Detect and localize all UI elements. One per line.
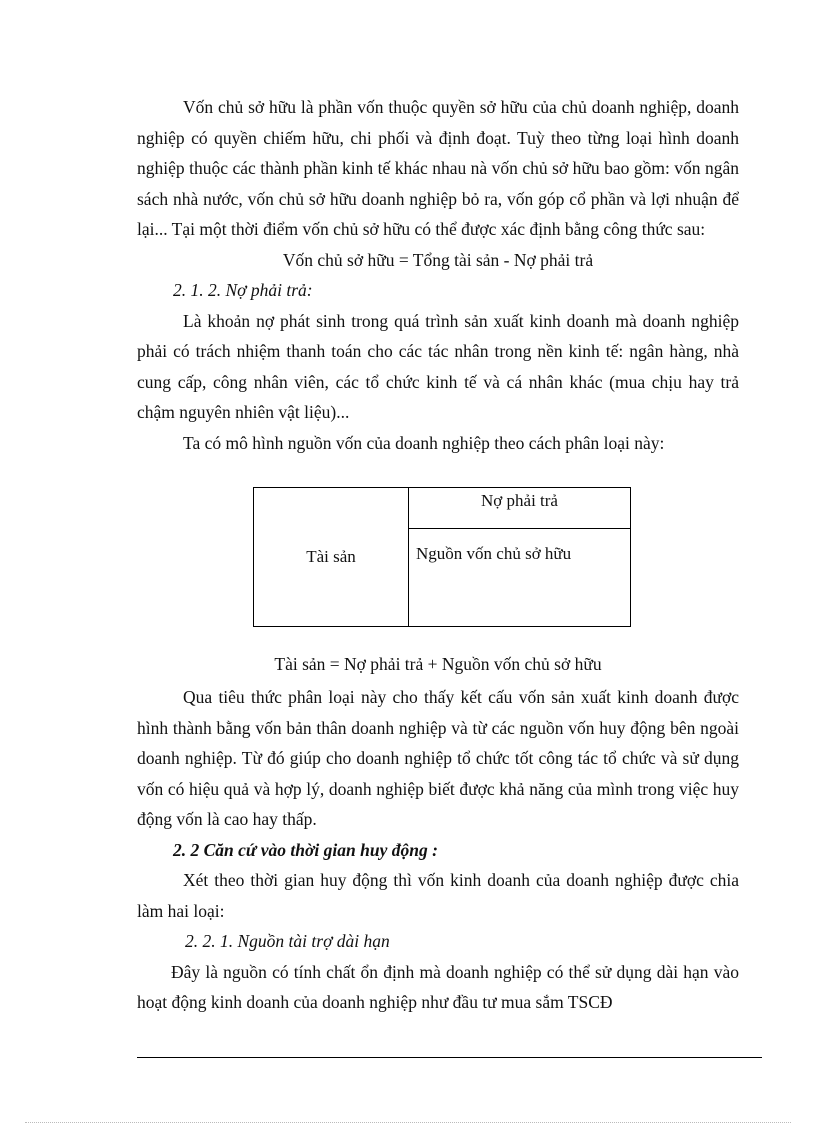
footer-rule bbox=[137, 1057, 762, 1058]
liabilities-label: Nợ phải trả bbox=[481, 491, 558, 510]
capital-structure-diagram bbox=[253, 487, 631, 627]
paragraph-long-term-funding: Đây là nguồn có tính chất ổn định mà doanh nghiệp có thể sử dụng dài hạn vào hoạt động kinh doanh của doanh nghiệp như đầu tư mua sắm TSCĐ bbox=[137, 961, 739, 1012]
upper-text-block bbox=[137, 92, 739, 458]
section-heading-2-2: 2. 2 Căn cứ vào thời gian huy động : bbox=[173, 839, 438, 860]
assets-cell bbox=[254, 488, 409, 626]
formula-assets: Tài sản = Nợ phải trả + Nguồn vốn chủ sở hữu bbox=[274, 654, 602, 674]
paragraph-time-classification: Xét theo thời gian huy động thì vốn kinh doanh của doanh nghiệp được chia làm hai loại: bbox=[137, 870, 739, 921]
lower-text-block bbox=[137, 682, 739, 1018]
section-heading-2-2-1: 2. 2. 1. Nguồn tài trợ dài hạn bbox=[185, 931, 390, 951]
assets-label: Tài sản bbox=[306, 547, 356, 566]
section-heading-2-1-2: 2. 1. 2. Nợ phải trả: bbox=[173, 280, 313, 300]
owner-equity-cell bbox=[409, 529, 630, 626]
paragraph-liabilities: Là khoản nợ phát sinh trong quá trình sản xuất kinh doanh mà doanh nghiệp phải có trách nhiệm thanh toán cho các tác nhân trong nền kinh tế: ngân hàng, nhà cung cấp, công nhân viên, các tổ chức kinh tế và cá nhân khác (mua chịu hay trả chậm nguyên nhiên vật liệu)... bbox=[137, 310, 739, 422]
owner-equity-label: Nguồn vốn chủ sở hữu bbox=[416, 544, 572, 563]
formula-owner-equity: Vốn chủ sở hữu = Tổng tài sản - Nợ phải trả bbox=[282, 249, 594, 270]
liabilities-cell bbox=[409, 488, 630, 529]
paragraph-classification-result: Qua tiêu thức phân loại này cho thấy kết cấu vốn sản xuất kinh doanh được hình thành bằng vốn bản thân doanh nghiệp và từ các nguồn vốn huy động bên ngoài doanh nghiệp. Từ đó giúp cho doanh nghiệp tổ chức tốt công tác tổ chức và sử dụng vốn có hiệu quả và hợp lý, doanh nghiệp biết được khả năng của mình trong việc huy động vốn là cao hay thấp. bbox=[137, 687, 739, 829]
paragraph-model-intro: Ta có mô hình nguồn vốn của doanh nghiệp theo cách phân loại này: bbox=[183, 432, 665, 453]
paragraph-owner-equity: Vốn chủ sở hữu là phần vốn thuộc quyền sở hữu của chủ doanh nghiệp, doanh nghiệp có quyền chiếm hữu, chi phối và định đoạt. Tuỳ theo từng loại hình doanh nghiệp thuộc các thành phần kinh tế khác nhau nà vốn chủ sở hữu bao gồm: vốn ngân sách nhà nước, vốn chủ sở hữu doanh nghiệp bỏ ra, vốn góp cổ phần và lợi nhuận để lại... Tại một thời điểm vốn chủ sở hữu có thể được xác định bằng công thức sau: bbox=[137, 97, 739, 239]
